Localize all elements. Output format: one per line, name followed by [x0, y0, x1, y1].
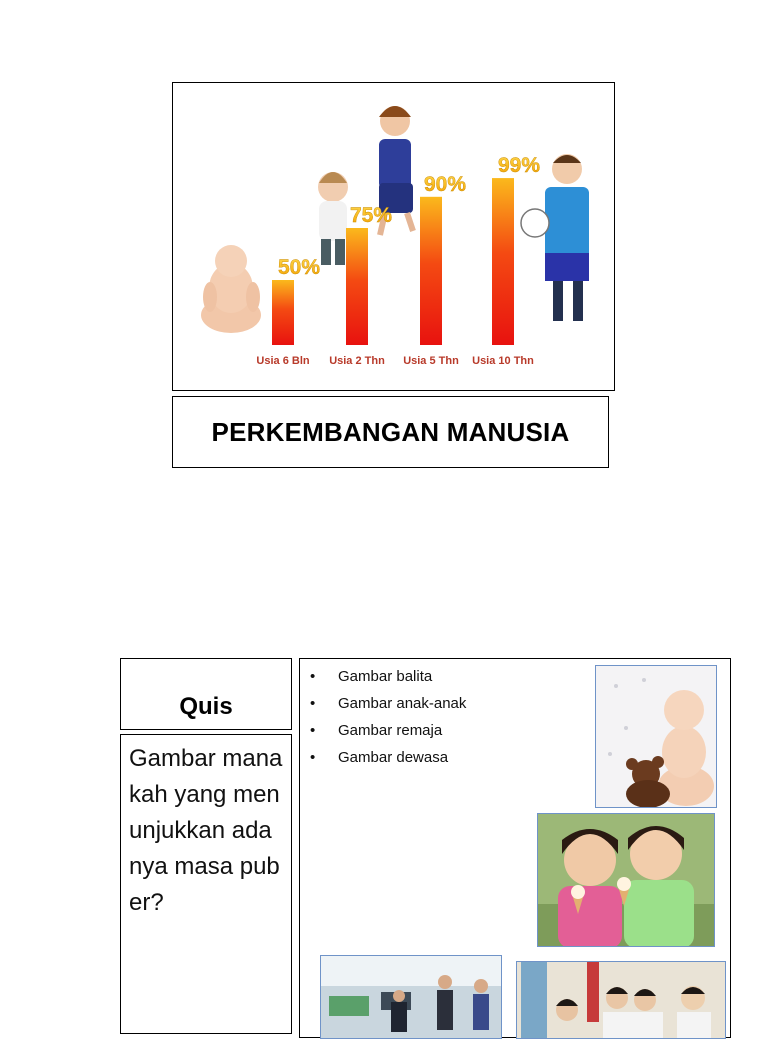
options-list [308, 663, 466, 771]
development-chart [172, 82, 615, 391]
value-label-4: 99% [497, 154, 541, 178]
value-label-3: 90% [423, 172, 467, 196]
option-item[interactable]: • Gambar dewasa [308, 744, 466, 771]
toddler-icon [318, 172, 348, 265]
value-label-2: 75% [349, 204, 393, 227]
bar-3 [420, 197, 442, 345]
quis-title: Quis [179, 693, 233, 720]
category-label-1: Usia 6 Bln [256, 355, 310, 367]
bar-4 [492, 178, 514, 345]
category-label-4: Usia 10 Thn [472, 355, 534, 367]
options-box [299, 658, 731, 1038]
chart-canvas [173, 83, 615, 391]
quis-header-box [120, 658, 292, 730]
value-label-1: 50% [277, 256, 321, 279]
boy-with-ball-icon [521, 154, 589, 321]
option-item[interactable]: • Gambar remaja [308, 717, 466, 744]
category-label-3: Usia 5 Thn [403, 355, 459, 367]
question-text: Gambar manakah yang menunjukkan adanya masa puber? [129, 745, 283, 916]
bar-2 [346, 228, 368, 345]
page-title: PERKEMBANGAN MANUSIA [211, 416, 570, 447]
option-item[interactable]: • Gambar anak-anak [308, 690, 466, 717]
baby-with-teddy-photo[interactable] [595, 665, 717, 808]
category-label-2: Usia 2 Thn [329, 355, 385, 367]
office-adults-photo[interactable] [320, 955, 502, 1039]
option-item[interactable]: • Gambar balita [308, 663, 466, 690]
question-box [120, 734, 292, 1034]
girls-ice-cream-photo[interactable] [537, 813, 715, 947]
baby-icon [201, 245, 261, 333]
bar-1 [272, 280, 294, 345]
teenagers-photo[interactable] [516, 961, 726, 1039]
title-box [172, 396, 609, 468]
